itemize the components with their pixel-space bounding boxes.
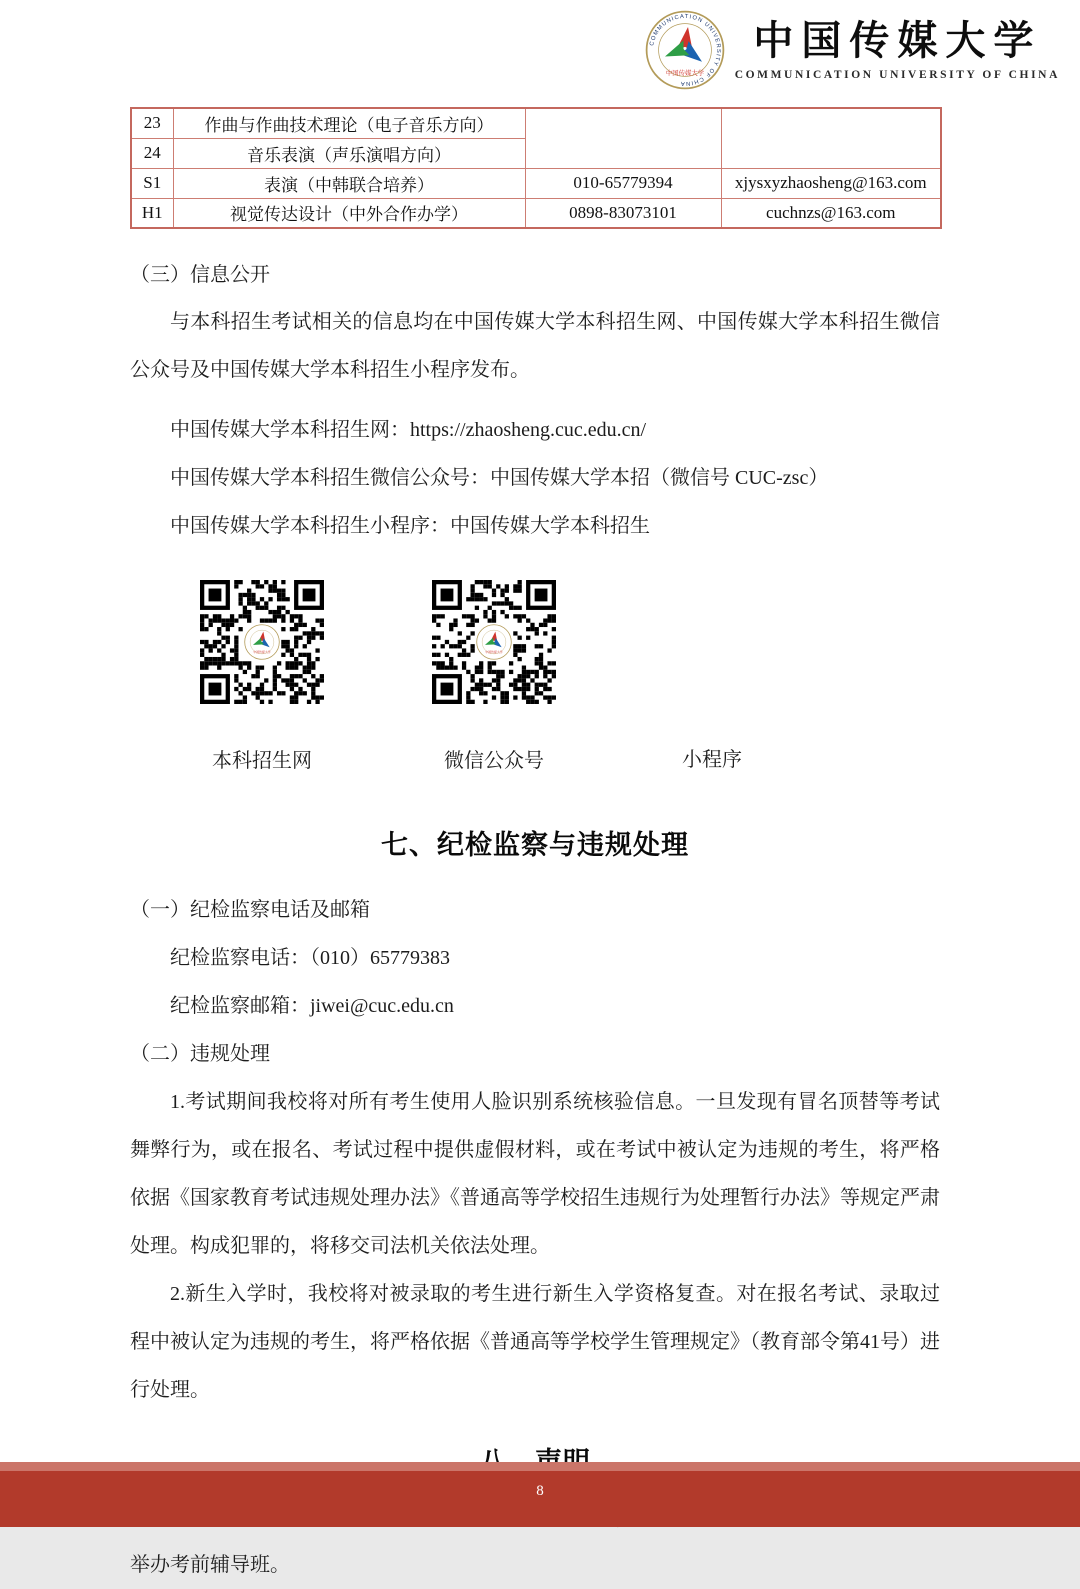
university-seal-icon (645, 10, 725, 90)
program-name: 作曲与作曲技术理论（电子音乐方向） (173, 108, 525, 138)
svg-text:中国传媒大学: 中国传媒大学 (253, 650, 271, 655)
qr-caption: 本科招生网 (212, 750, 312, 772)
wechat-account-qr-code (432, 580, 556, 704)
program-phone (525, 108, 721, 168)
svg-text:中国传媒大学: 中国传媒大学 (485, 650, 503, 655)
section7-title: 七、纪检监察与违规处理 (381, 830, 689, 860)
mini-program-qr-code (644, 575, 780, 711)
program-phone: 010-65779394 (525, 168, 721, 198)
svg-text:中国传媒大学: 中国传媒大学 (665, 69, 704, 77)
program-email: cuchnzs@163.com (721, 198, 941, 228)
table-row (131, 168, 941, 198)
page-footer (0, 1462, 1080, 1527)
section7-sub2: （二）违规处理 (130, 1043, 270, 1065)
program-phone: 0898-83073101 (525, 198, 721, 228)
qr-code-row (200, 580, 940, 773)
program-code: H1 (131, 198, 173, 228)
footer-bar (0, 1471, 1080, 1527)
program-code: S1 (131, 168, 173, 198)
info-disclosure-heading: （三）信息公开 (130, 264, 270, 286)
admission-website-line: 中国传媒大学本科招生网：https://zhaosheng.cuc.edu.cn/ (170, 419, 647, 441)
university-name-en: COMMUNICATION UNIVERSITY OF CHINA (734, 69, 1060, 81)
statement-paragraph: 举办考前辅导班。 (130, 1554, 290, 1576)
page-number: 8 (536, 1483, 544, 1499)
program-email (721, 108, 941, 168)
table-row (131, 198, 941, 228)
violation-paragraph-2: 2.新生入学时，我校将对被录取的考生进行新生入学资格复查。对在报名考试、录取过程中被认定为违规的考生，将严格依据《普通高等学校学生管理规定》（教育部令第41号）进行处理。 (130, 1283, 940, 1401)
supervision-phone-line: 纪检监察电话：（010）65779383 (170, 947, 450, 969)
violation-paragraph-1: 1.考试期间我校将对所有考生使用人脸识别系统核验信息。一旦发现有冒名顶替等考试舞弊行为，或在报名、考试过程中提供虚假材料，或在考试中被认定为违规的考生，将严格依据《国家教育考试违规处理办法》《普通高等学校招生违规行为处理暂行办法》等规定严肃处理。构成犯罪的，将移交司法机关依法处理。 (130, 1091, 940, 1257)
program-code: 24 (131, 138, 173, 168)
qr-caption: 小程序 (682, 749, 742, 771)
section7-sub1: （一）纪检监察电话及邮箱 (130, 899, 370, 921)
program-name: 音乐表演（声乐演唱方向） (173, 138, 525, 168)
admission-website-qr-code (200, 580, 324, 704)
program-contact-table (130, 107, 942, 229)
program-name: 表演（中韩联合培养） (173, 168, 525, 198)
program-email: xjysxyzhaosheng@163.com (721, 168, 941, 198)
program-name: 视觉传达设计（中外合作办学） (173, 198, 525, 228)
supervision-email-line: 纪检监察邮箱：jiwei@cuc.edu.cn (170, 995, 454, 1017)
svg-text:COMMUNICATION UNIVERSITY OF CH: COMMUNICATION UNIVERSITY OF CHINA (648, 13, 721, 87)
wechat-account-line: 中国传媒大学本科招生微信公众号：中国传媒大学本招（微信号 CUC-zsc） (170, 467, 829, 489)
program-code: 23 (131, 108, 173, 138)
mini-program-line: 中国传媒大学本科招生小程序：中国传媒大学本科招生 (170, 515, 650, 537)
table-row (131, 108, 941, 138)
qr-caption: 微信公众号 (444, 750, 544, 772)
university-name-cn: 中国传媒大学 (753, 17, 1042, 64)
university-logo (645, 10, 1060, 90)
footer-accent-strip (0, 1462, 1080, 1471)
info-disclosure-paragraph: 与本科招生考试相关的信息均在中国传媒大学本科招生网、中国传媒大学本科招生微信公众号及中国传媒大学本科招生小程序发布。 (130, 311, 940, 381)
